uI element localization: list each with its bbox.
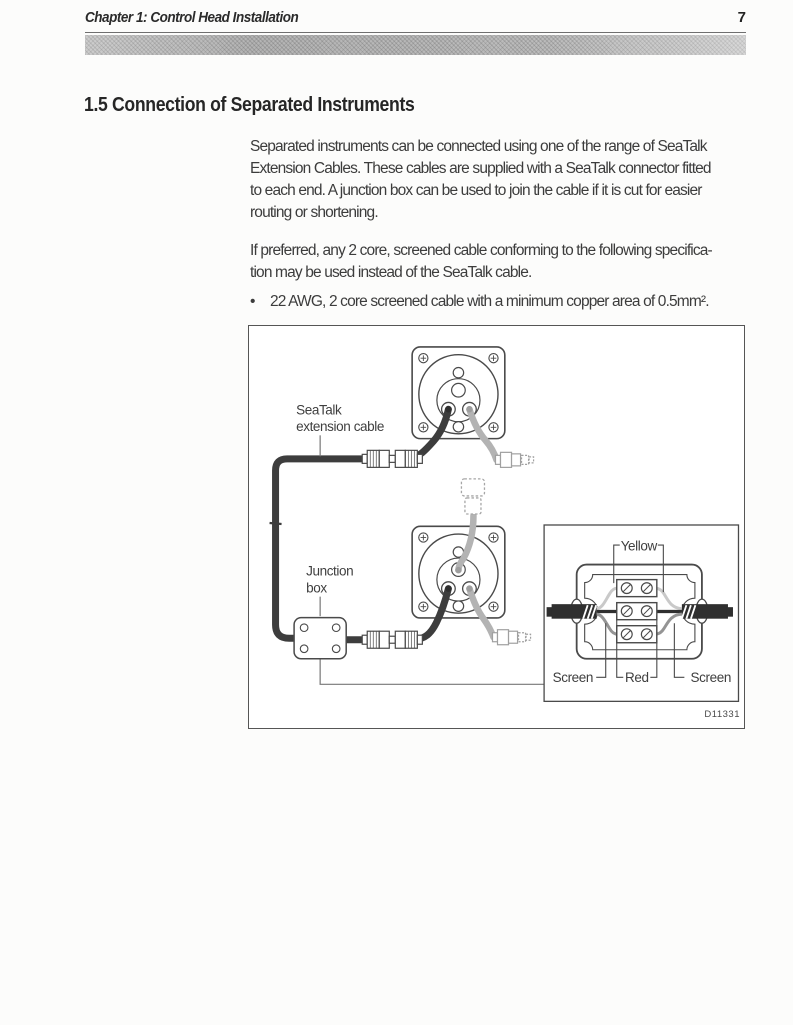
section-heading: 1.5 Connection of Separated Instruments — [84, 93, 415, 116]
paragraph-2: If preferred, any 2 core, screened cable conforming to the following specifica- tion may be used instead of the SeaTalk cable. — [250, 242, 712, 281]
page-number: 7 — [737, 9, 746, 26]
loose-connector-bottom — [492, 630, 530, 645]
seatalk-cable-label-line1: SeaTalk — [296, 402, 342, 418]
inset-cable-right — [682, 604, 733, 619]
junction-box-wiring-inset — [544, 525, 738, 701]
yellow-label: Yellow — [620, 538, 657, 554]
seatalk-connector-pair-bottom — [362, 631, 422, 648]
chapter-title: Chapter 1: Control Head Installation — [85, 10, 299, 26]
terminal-block-yellow — [617, 580, 657, 597]
seatalk-cable-label-line2: extension cable — [296, 418, 385, 434]
screen-left-label: Screen — [552, 669, 594, 685]
loose-connector-top — [495, 452, 533, 467]
connection-diagram — [249, 326, 744, 728]
seatalk-connector-pair-top — [362, 450, 422, 467]
bullet-item — [250, 291, 760, 313]
bullet-marker: • — [250, 293, 255, 310]
paragraph-1: Separated instruments can be connected using one of the range of SeaTalk Extension Cables. These cables are supplied with a SeaTalk connector fitted to each end. A junction box can be used to join the cable if it is cut for easier routing or shortening. — [250, 138, 711, 221]
page-header — [85, 9, 746, 31]
header-rule — [85, 32, 746, 33]
inset-leader-line — [320, 659, 543, 684]
terminal-block-screen — [617, 626, 657, 643]
red-label: Red — [624, 669, 649, 685]
body-text — [250, 136, 760, 313]
ghost-connector — [461, 479, 484, 514]
junction-box-label-line1: Junction — [306, 563, 354, 579]
junction-box-label-line2: box — [306, 580, 327, 596]
instrument-top-rear-plate — [412, 347, 505, 439]
cable-marker-tick — [270, 523, 282, 524]
figure-code: D11331 — [704, 708, 740, 720]
header-texture-bar — [85, 35, 746, 55]
inset-cable-left — [547, 604, 597, 619]
junction-box — [294, 618, 346, 659]
bullet-text: 22 AWG, 2 core screened cable with a minimum copper area of 0.5mm². — [270, 293, 709, 310]
screen-right-label: Screen — [690, 669, 731, 685]
connection-diagram-figure — [248, 325, 745, 729]
terminal-block-red — [617, 603, 657, 620]
